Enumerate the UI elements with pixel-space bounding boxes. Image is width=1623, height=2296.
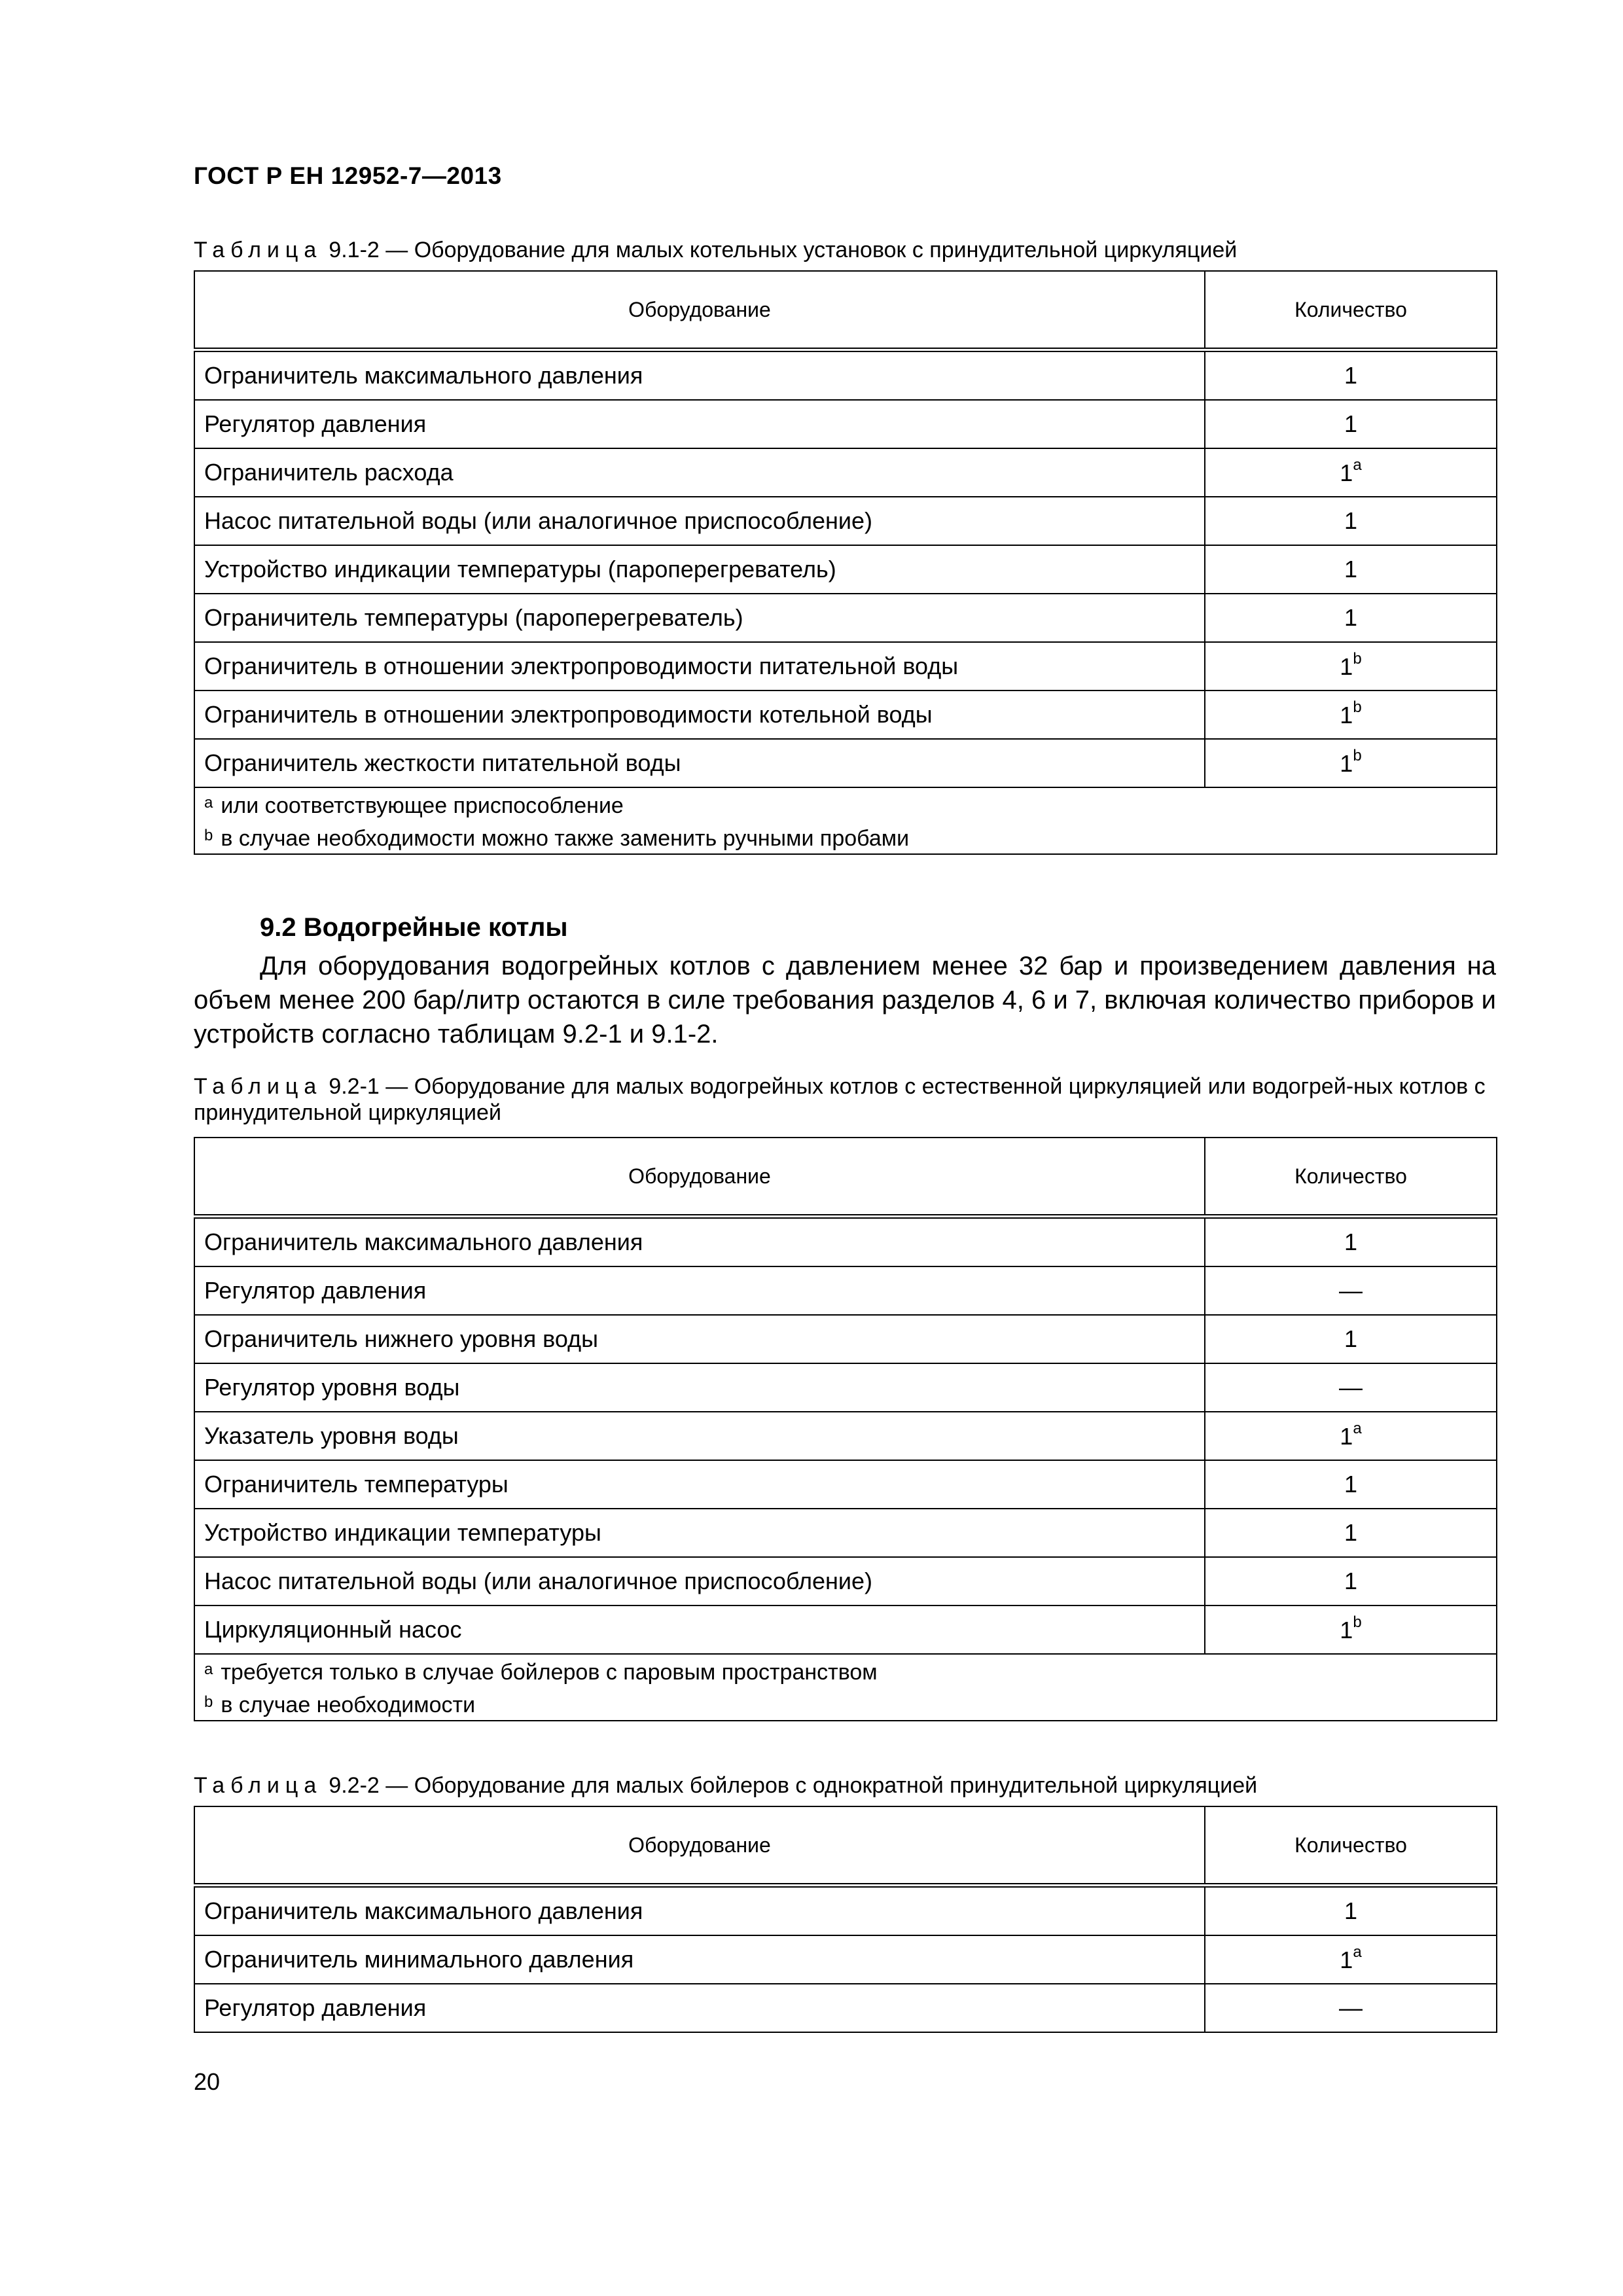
table-row [194,1557,1497,1605]
table2 [194,1137,1497,1721]
quantity-value: 1 [1340,1946,1353,1973]
quantity-cell [1205,594,1497,642]
table-row [194,1363,1497,1412]
table-row [194,1509,1497,1557]
table1-caption-word: Таблица [194,238,323,262]
section-title: 9.2 Водогрейные котлы [260,913,568,942]
table-row [194,1266,1497,1315]
equipment-cell: Ограничитель жесткости питательной воды [194,739,1205,787]
table3-header-row [194,1806,1497,1886]
quantity-value: 1 [1344,1471,1358,1498]
table-row [194,1935,1497,1984]
table-row [194,1315,1497,1363]
quantity-value: 1 [1340,701,1353,728]
quantity-value: 1 [1344,556,1358,583]
table2-caption [194,1073,1496,1126]
table-row [194,400,1497,448]
quantity-cell [1205,1935,1497,1984]
quantity-cell [1205,1557,1497,1605]
footnote-text: в случае необходимости можно также заменить ручными пробами [221,826,910,851]
page-number: 20 [194,2068,221,2095]
quantity-cell [1205,1605,1497,1654]
footnote-mark: a [1353,456,1362,474]
equipment-cell: Регулятор давления [194,1984,1205,2032]
quantity-value: — [1339,1374,1363,1401]
table3 [194,1806,1497,2033]
quantity-value: 1 [1340,1422,1353,1450]
table-row [194,497,1497,545]
footnote-mark: b [204,1693,213,1711]
quantity-value: 1 [1340,459,1353,486]
footnote-mark: b [1353,649,1362,668]
equipment-cell: Ограничитель максимального давления [194,350,1205,401]
footnote-mark: b [1353,698,1362,716]
table3-caption [194,1772,1496,1799]
table-row [194,1412,1497,1460]
table-notes-row [194,1654,1497,1721]
table1-caption [194,237,1496,263]
quantity-value: 1 [1344,604,1358,631]
table-row [194,350,1497,401]
equipment-cell: Регулятор давления [194,1266,1205,1315]
equipment-cell: Указатель уровня воды [194,1412,1205,1460]
table-row [194,594,1497,642]
table1 [194,270,1497,855]
equipment-cell: Ограничитель максимального давления [194,1886,1205,1936]
table-row [194,1460,1497,1509]
table1-col-quantity: Количество [1205,271,1497,350]
table3-col-quantity: Количество [1205,1806,1497,1886]
quantity-cell [1205,739,1497,787]
table-row [194,739,1497,787]
equipment-cell: Ограничитель максимального давления [194,1217,1205,1267]
quantity-value: 1 [1340,1616,1353,1643]
table3-caption-text: 9.2-2 — Оборудование для малых бойлеров с однократной принудительной циркуляцией [329,1773,1258,1798]
footnote [204,1687,1487,1720]
footnote-text: или соответствующее приспособление [221,793,624,818]
table-row [194,1886,1497,1936]
quantity-cell [1205,691,1497,739]
table2-col-quantity: Количество [1205,1138,1497,1217]
footnote [204,788,1487,821]
table1-col-equipment: Оборудование [194,271,1205,350]
equipment-cell: Ограничитель нижнего уровня воды [194,1315,1205,1363]
footnote-mark: b [1353,746,1362,764]
footnote [204,1655,1487,1687]
equipment-cell: Циркуляционный насос [194,1605,1205,1654]
table-row [194,691,1497,739]
quantity-value: 1 [1340,749,1353,777]
equipment-cell: Устройство индикации температуры (пароперегреватель) [194,545,1205,594]
footnote-mark: a [1353,1419,1362,1437]
footnote [204,821,1487,853]
table2-header-row [194,1138,1497,1217]
footnote-mark: b [1353,1613,1362,1631]
quantity-value: — [1339,1277,1363,1304]
table-row [194,1605,1497,1654]
equipment-cell: Ограничитель температуры (пароперегреватель) [194,594,1205,642]
table3-col-equipment: Оборудование [194,1806,1205,1886]
equipment-cell: Ограничитель в отношении электропроводимости котельной воды [194,691,1205,739]
quantity-value: — [1339,1994,1363,2021]
quantity-cell [1205,400,1497,448]
quantity-cell [1205,1217,1497,1267]
quantity-cell [1205,1363,1497,1412]
section-paragraph: Для оборудования водогрейных котлов с давлением менее 32 бар и произведением давления на объем менее 200 бар/литр остаются в силе требования разделов 4, 6 и 7, включая количество приборов и устройств согласно таблицам 9.2-1 и 9.1-2. [194,952,1496,1049]
footnote-mark: b [204,827,213,844]
quantity-value: 1 [1344,1519,1358,1546]
quantity-value: 1 [1344,1568,1358,1594]
quantity-value: 1 [1340,653,1353,680]
quantity-cell [1205,497,1497,545]
table-notes [194,1654,1497,1721]
table-notes-row [194,787,1497,854]
equipment-cell: Регулятор уровня воды [194,1363,1205,1412]
quantity-cell [1205,1266,1497,1315]
table-notes [194,787,1497,854]
quantity-value: 1 [1344,1325,1358,1352]
quantity-value: 1 [1344,1897,1358,1924]
equipment-cell: Ограничитель в отношении электропроводимости питательной воды [194,642,1205,691]
quantity-cell [1205,1412,1497,1460]
table2-caption-word: Таблица [194,1074,323,1099]
table2-caption-text: 9.2-1 — Оборудование для малых водогрейных котлов с естественной циркуляцией или водогрей-ных котлов с принудительной циркуляцией [194,1074,1486,1125]
equipment-cell: Регулятор давления [194,400,1205,448]
quantity-value: 1 [1344,362,1358,389]
quantity-value: 1 [1344,1229,1358,1255]
quantity-cell [1205,350,1497,401]
quantity-cell [1205,1460,1497,1509]
footnote-text: требуется только в случае бойлеров с паровым пространством [221,1660,878,1685]
table-row [194,642,1497,691]
equipment-cell: Ограничитель расхода [194,448,1205,497]
table3-caption-word: Таблица [194,1773,323,1798]
quantity-cell [1205,1886,1497,1936]
table1-header-row [194,271,1497,350]
quantity-cell [1205,448,1497,497]
table-row [194,1217,1497,1267]
footnote-mark: a [1353,1943,1362,1961]
quantity-cell [1205,1315,1497,1363]
table1-caption-text: 9.1-2 — Оборудование для малых котельных установок с принудительной циркуляцией [329,238,1238,262]
table-row [194,545,1497,594]
table-row [194,1984,1497,2032]
table2-col-equipment: Оборудование [194,1138,1205,1217]
equipment-cell: Насос питательной воды (или аналогичное приспособление) [194,1557,1205,1605]
quantity-cell [1205,545,1497,594]
footnote-text: в случае необходимости [221,1693,476,1717]
footnote-mark: a [204,794,213,812]
table-row [194,448,1497,497]
quantity-cell [1205,642,1497,691]
quantity-value: 1 [1344,410,1358,437]
quantity-value: 1 [1344,507,1358,534]
quantity-cell [1205,1509,1497,1557]
quantity-cell [1205,1984,1497,2032]
equipment-cell: Ограничитель минимального давления [194,1935,1205,1984]
document-header: ГОСТ Р ЕН 12952-7—2013 [194,162,502,189]
equipment-cell: Устройство индикации температуры [194,1509,1205,1557]
footnote-mark: a [204,1660,213,1678]
equipment-cell: Насос питательной воды (или аналогичное приспособление) [194,497,1205,545]
equipment-cell: Ограничитель температуры [194,1460,1205,1509]
